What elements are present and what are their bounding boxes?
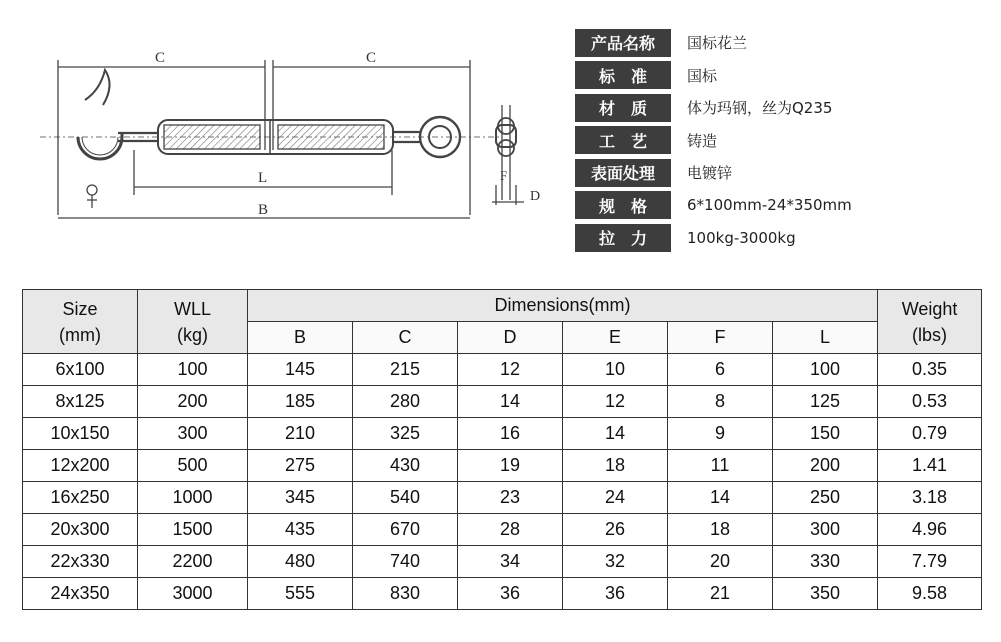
table-row — [23, 450, 982, 482]
label-b: B — [258, 202, 269, 218]
turnbuckle-drawing — [30, 40, 560, 240]
table-cell: 300 — [773, 514, 878, 546]
table-cell: 540 — [353, 482, 458, 514]
table-cell: 21 — [668, 578, 773, 610]
table-cell: 0.53 — [878, 386, 982, 418]
spec-row-surface — [575, 158, 995, 187]
spec-value: 国标 — [687, 66, 718, 85]
table-cell: 11 — [668, 450, 773, 482]
table-cell: 500 — [138, 450, 248, 482]
table-cell: 185 — [248, 386, 353, 418]
table-cell: 210 — [248, 418, 353, 450]
spec-label: 产品名称 — [575, 29, 671, 57]
spec-row-tension — [575, 223, 995, 252]
header-l: L — [773, 322, 878, 354]
table-cell: 0.35 — [878, 354, 982, 386]
header-f: F — [668, 322, 773, 354]
header-wll-unit: (kg) — [177, 324, 208, 345]
header-size-label: Size — [62, 298, 98, 319]
table-cell: 23 — [458, 482, 563, 514]
table-cell: 1500 — [138, 514, 248, 546]
table-row — [23, 578, 982, 610]
table-cell: 6 — [668, 354, 773, 386]
table-cell: 8x125 — [23, 386, 138, 418]
table-cell: 22x330 — [23, 546, 138, 578]
header-e: E — [563, 322, 668, 354]
header-size — [23, 290, 138, 354]
table-body — [23, 354, 982, 610]
table-cell: 830 — [353, 578, 458, 610]
table-cell: 16x250 — [23, 482, 138, 514]
table-cell: 200 — [773, 450, 878, 482]
spec-row-standard — [575, 61, 995, 90]
spec-label: 规 格 — [575, 191, 671, 219]
table-cell: 28 — [458, 514, 563, 546]
table-cell: 12 — [563, 386, 668, 418]
table-cell: 20x300 — [23, 514, 138, 546]
spec-row-size — [575, 191, 995, 220]
dimensions-table-wrap — [22, 289, 981, 610]
table-cell: 9 — [668, 418, 773, 450]
label-d: D — [530, 189, 541, 204]
table-cell: 330 — [773, 546, 878, 578]
table-cell: 430 — [353, 450, 458, 482]
table-cell: 145 — [248, 354, 353, 386]
table-cell: 280 — [353, 386, 458, 418]
table-row — [23, 482, 982, 514]
table-cell: 7.79 — [878, 546, 982, 578]
table-cell: 34 — [458, 546, 563, 578]
table-cell: 18 — [668, 514, 773, 546]
table-cell: 4.96 — [878, 514, 982, 546]
turnbuckle-drawing-svg — [30, 40, 560, 240]
table-row — [23, 514, 982, 546]
table-cell: 10 — [563, 354, 668, 386]
table-cell: 6x100 — [23, 354, 138, 386]
spec-label: 标 准 — [575, 61, 671, 89]
header-row-1 — [23, 290, 982, 322]
table-row — [23, 546, 982, 578]
table-cell: 16 — [458, 418, 563, 450]
table-cell: 36 — [563, 578, 668, 610]
table-cell: 1.41 — [878, 450, 982, 482]
table-cell: 125 — [773, 386, 878, 418]
table-cell: 19 — [458, 450, 563, 482]
table-cell: 24x350 — [23, 578, 138, 610]
spec-value: 电镀锌 — [687, 164, 733, 182]
table-cell: 275 — [248, 450, 353, 482]
table-cell: 14 — [668, 482, 773, 514]
table-cell: 14 — [563, 418, 668, 450]
header-weight — [878, 290, 982, 354]
table-cell: 3000 — [138, 578, 248, 610]
header-weight-label: Weight — [901, 298, 958, 319]
table-row — [23, 354, 982, 386]
spec-row-process — [575, 126, 995, 155]
label-f: F — [500, 168, 508, 183]
table-cell: 200 — [138, 386, 248, 418]
label-c-left: C — [155, 50, 166, 66]
header-d: D — [458, 322, 563, 354]
table-cell: 345 — [248, 482, 353, 514]
header-b: B — [248, 322, 353, 354]
table-cell: 740 — [353, 546, 458, 578]
table-cell: 150 — [773, 418, 878, 450]
table-cell: 26 — [563, 514, 668, 546]
table-cell: 12x200 — [23, 450, 138, 482]
table-cell: 555 — [248, 578, 353, 610]
table-cell: 36 — [458, 578, 563, 610]
header-c: C — [353, 322, 458, 354]
spec-row-material — [575, 93, 995, 122]
table-cell: 670 — [353, 514, 458, 546]
table-row — [23, 418, 982, 450]
table-cell: 480 — [248, 546, 353, 578]
table-cell: 3.18 — [878, 482, 982, 514]
table-cell: 8 — [668, 386, 773, 418]
label-l: L — [258, 170, 268, 186]
table-cell: 9.58 — [878, 578, 982, 610]
spec-label: 工 艺 — [575, 126, 671, 154]
spec-panel — [575, 28, 995, 256]
table-cell: 325 — [353, 418, 458, 450]
spec-value: 6*100mm-24*350mm — [687, 196, 852, 214]
table-cell: 12 — [458, 354, 563, 386]
spec-label: 材 质 — [575, 94, 671, 122]
table-cell: 32 — [563, 546, 668, 578]
header-wll-label: WLL — [173, 298, 211, 319]
spec-value: 体为玛钢，丝为Q235 — [687, 99, 833, 117]
table-cell: 0.79 — [878, 418, 982, 450]
table-cell: 20 — [668, 546, 773, 578]
spec-row-product-name — [575, 28, 995, 57]
header-size-unit: (mm) — [59, 324, 101, 345]
table-row — [23, 386, 982, 418]
table-cell: 435 — [248, 514, 353, 546]
table-cell: 350 — [773, 578, 878, 610]
table-cell: 250 — [773, 482, 878, 514]
header-wll — [138, 290, 248, 354]
spec-value: 铸造 — [687, 131, 718, 150]
table-cell: 215 — [353, 354, 458, 386]
spec-label: 表面处理 — [575, 159, 671, 187]
table-cell: 10x150 — [23, 418, 138, 450]
header-dimensions: Dimensions(mm) — [248, 290, 878, 322]
table-cell: 14 — [458, 386, 563, 418]
table-cell: 100 — [138, 354, 248, 386]
table-cell: 2200 — [138, 546, 248, 578]
spec-value: 100kg-3000kg — [687, 228, 796, 247]
table-cell: 1000 — [138, 482, 248, 514]
dimensions-table — [22, 289, 982, 610]
table-cell: 18 — [563, 450, 668, 482]
spec-label: 拉 力 — [575, 224, 671, 252]
table-cell: 100 — [773, 354, 878, 386]
table-cell: 300 — [138, 418, 248, 450]
table-cell: 24 — [563, 482, 668, 514]
label-c-right: C — [366, 50, 377, 66]
spec-value: 国标花兰 — [687, 34, 748, 52]
header-weight-unit: (lbs) — [912, 324, 948, 345]
